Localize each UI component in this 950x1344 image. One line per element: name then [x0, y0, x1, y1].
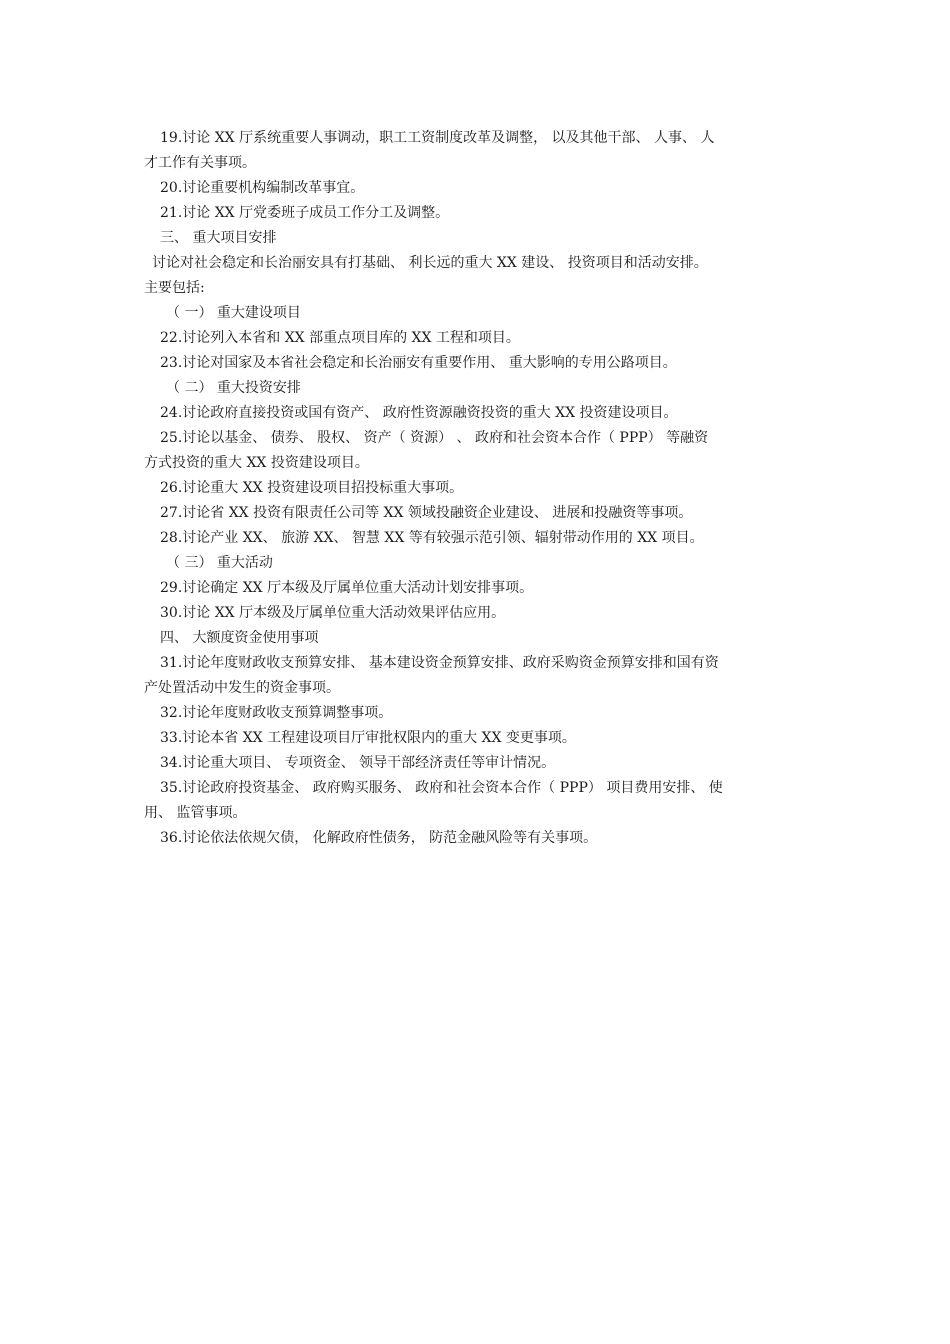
item-31-line-1: 31.讨论年度财政收支预算安排、 基本建设资金预算安排、政府采购资金预算安排和国有资 [160, 655, 719, 671]
item-30: 30.讨论 XX 厅本级及厅属单位重大活动效果评估应用。 [160, 605, 506, 621]
item-33: 33.讨论本省 XX 工程建设项目厅审批权限内的重大 XX 变更事项。 [160, 730, 576, 746]
item-20: 20.讨论重要机构编制改革事宜。 [160, 180, 365, 196]
section-3-intro-line-1: 讨论对社会稳定和长治丽安具有打基础、 利长远的重大 XX 建设、 投资项目和活动安排。 [152, 255, 708, 271]
item-23: 23.讨论对国家及本省社会稳定和长治丽安有重要作用、 重大影响的专用公路项目。 [160, 355, 677, 371]
item-26: 26.讨论重大 XX 投资建设项目招投标重大事项。 [160, 480, 464, 496]
item-35-line-2: 用、 监管事项。 [144, 805, 247, 821]
item-25-line-2: 方式投资的重大 XX 投资建设项目。 [144, 455, 369, 471]
item-19-line-2: 才工作有关事项。 [144, 155, 256, 171]
section-heading-3: 三、 重大项目安排 [160, 230, 277, 246]
section-3-intro-line-2: 主要包括: [144, 280, 205, 296]
item-27: 27.讨论省 XX 投资有限责任公司等 XX 领域投融资企业建设、 进展和投融资等事项。 [160, 505, 693, 521]
subsection-heading-1: （ 一） 重大建设项目 [166, 305, 301, 321]
item-32: 32.讨论年度财政收支预算调整事项。 [160, 705, 393, 721]
item-31-line-2: 产处置活动中发生的资金事项。 [144, 680, 340, 696]
item-36: 36.讨论依法依规欠债， 化解政府性债务， 防范金融风险等有关事项。 [160, 830, 598, 846]
item-22: 22.讨论列入本省和 XX 部重点项目库的 XX 工程和项目。 [160, 330, 520, 346]
subsection-heading-3: （ 三） 重大活动 [166, 555, 273, 571]
item-35-line-1: 35.讨论政府投资基金、 政府购买服务、 政府和社会资本合作（ PPP） 项目费用安排、 使 [160, 780, 723, 796]
section-heading-4: 四、 大额度资金使用事项 [160, 630, 319, 646]
item-28: 28.讨论产业 XX、 旅游 XX、 智慧 XX 等有较强示范引领、辐射带动作用的 XX 项目。 [160, 530, 704, 546]
item-25-line-1: 25.讨论以基金、 债券、 股权、 资产（ 资源） 、 政府和社会资本合作（ PPP） 等融资 [160, 430, 709, 446]
item-34: 34.讨论重大项目、 专项资金、 领导干部经济责任等审计情况。 [160, 755, 556, 771]
item-19-line-1: 19.讨论 XX 厅系统重要人事调动，职工工资制度改革及调整， 以及其他干部、 人事、 人 [160, 130, 715, 146]
subsection-heading-2: （ 二） 重大投资安排 [166, 380, 301, 396]
item-21: 21.讨论 XX 厅党委班子成员工作分工及调整。 [160, 205, 450, 221]
item-29: 29.讨论确定 XX 厅本级及厅属单位重大活动计划安排事项。 [160, 580, 534, 596]
item-24: 24.讨论政府直接投资或国有资产、 政府性资源融资投资的重大 XX 投资建设项目。 [160, 405, 678, 421]
document-body [144, 126, 808, 851]
